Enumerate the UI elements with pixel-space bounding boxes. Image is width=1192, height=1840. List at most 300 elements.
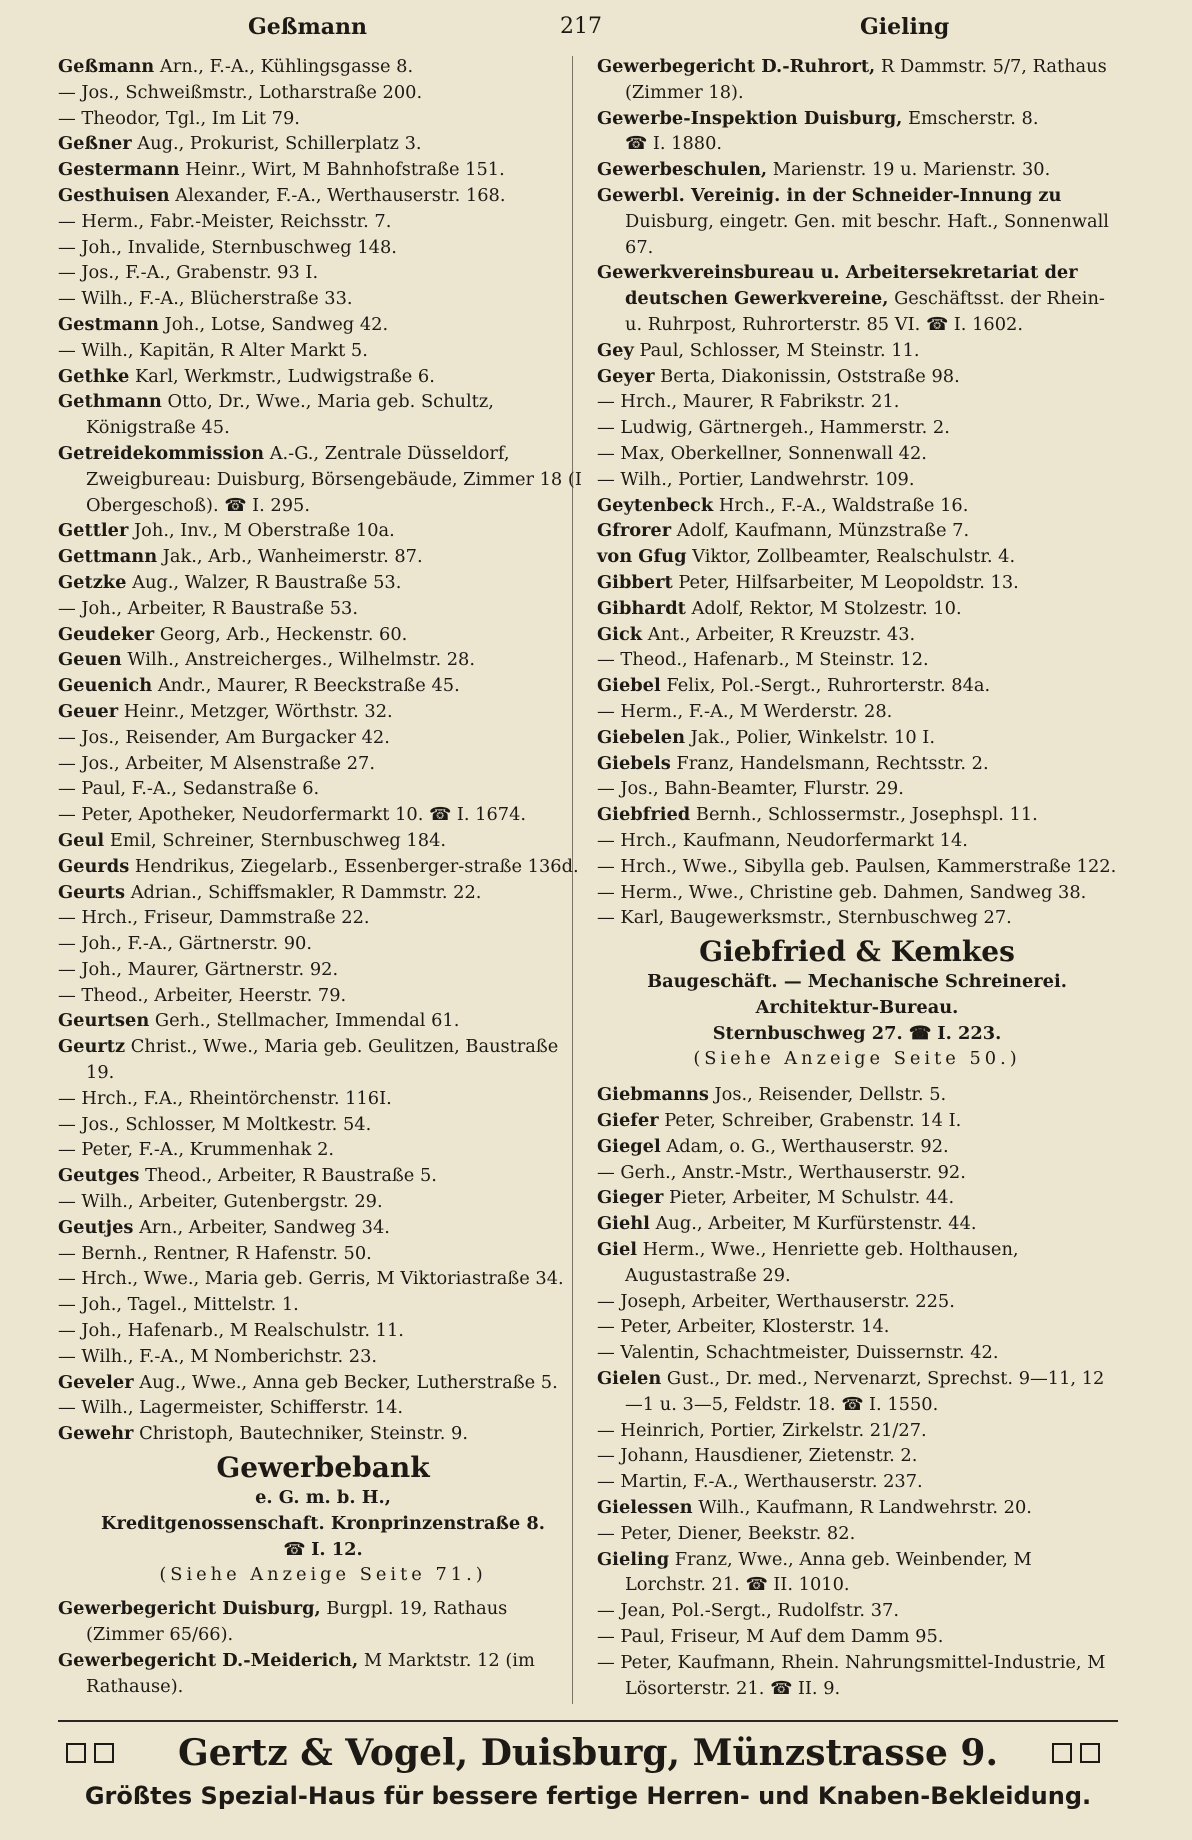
page-header: [60, 10, 1110, 44]
entry-details: Jak., Polier, Winkelstr. 10 I.: [690, 726, 935, 748]
entry-phone: [836, 1394, 939, 1415]
entry-name: Geßmann: [58, 56, 155, 77]
left-column: [58, 54, 588, 1699]
directory-entry: [597, 338, 1117, 364]
entry-details: Otto, Dr., Wwe., Maria geb. Schultz, Königstraße 45.: [86, 391, 494, 439]
directory-entry: [58, 286, 588, 312]
entry-details: — Theod., Hafenarb., M Steinstr. 12.: [597, 649, 929, 671]
directory-entry: [58, 1241, 588, 1267]
entry-details: — Valentin, Schachtmeister, Duissernstr. 42.: [597, 1342, 999, 1364]
directory-entry: [597, 415, 1117, 441]
phone-number: I. 1880.: [652, 133, 723, 155]
entry-details: Burgpl. 19, Rathaus (Zimmer 65/66).: [86, 1598, 508, 1646]
entry-details: R Dammstr. 5/7, Rathaus (Zimmer 18).: [625, 56, 1107, 103]
directory-entry: [58, 647, 588, 673]
directory-entry: [597, 1185, 1117, 1211]
entry-details: — Wilh., Arbeiter, Gutenbergstr. 29.: [58, 1191, 383, 1213]
entry-name: Gewerbeschulen,: [597, 159, 768, 181]
directory-entry: [58, 1395, 588, 1421]
directory-entry: [597, 802, 1117, 828]
giebfried-ad-address-row: [597, 1021, 1117, 1047]
entry-details: — Karl, Baugewerksmstr., Sternbuschweg 27.: [597, 907, 1012, 929]
telephone-receiver-icon: ☎: [423, 804, 457, 826]
entry-name: Gielessen: [597, 1497, 693, 1519]
entry-details: Bernh., Schlossermstr., Josephspl. 11.: [695, 804, 1038, 826]
entry-name: Gestmann: [58, 313, 159, 335]
gewerbebank-phone: I. 12.: [311, 1538, 363, 1560]
right-entry-list-after: [597, 1082, 1117, 1701]
directory-entry: [58, 751, 588, 777]
entry-details: Aug., Wwe., Anna geb Becker, Lutherstraße 5.: [139, 1371, 558, 1393]
directory-entry: [597, 518, 1117, 544]
entry-name: Geurts: [58, 881, 126, 903]
giebfried-ad-phone: I. 223.: [937, 1022, 1002, 1044]
giebfried-ad-line2: Architektur-Bureau.: [755, 996, 959, 1018]
directory-entry: [58, 312, 588, 338]
entry-details: Adolf, Rektor, M Stolzestr. 10.: [691, 597, 962, 619]
entry-details: — Johann, Hausdiener, Zietenstr. 2.: [597, 1445, 918, 1467]
entry-name: Gewerkvereinsbureau u. Arbeitersekretariat der deutschen Gewerkvereine,: [597, 262, 1078, 310]
telephone-receiver-icon: ☎: [283, 1538, 306, 1560]
entry-name: Gewehr: [58, 1423, 134, 1445]
entry-name: Geurds: [58, 855, 130, 877]
square-ornament-icon: [1048, 1742, 1104, 1763]
directory-entry: [597, 1108, 1117, 1134]
directory-entry: [58, 725, 588, 751]
left-entry-list: [58, 54, 588, 1447]
entry-name: Gewerbegericht Duisburg,: [58, 1598, 321, 1620]
header-right-keyword: Gieling: [860, 14, 950, 40]
entry-details: — Herm., Fabr.-Meister, Reichsstr. 7.: [58, 210, 392, 232]
gewerbebank-line1: e. G. m. b. H.,: [255, 1487, 391, 1509]
telephone-receiver-icon: ☎: [835, 1393, 870, 1415]
entry-details: Joh., Inv., M Oberstraße 10a.: [134, 520, 395, 542]
entry-details: — Herm., F.-A., M Werderstr. 28.: [597, 700, 893, 722]
entry-details: Gerh., Stellmacher, Immendal 61.: [154, 1010, 460, 1032]
entry-name: Gey: [597, 339, 634, 361]
entry-details: Arn., Arbeiter, Sandweg 34.: [139, 1216, 390, 1238]
entry-details: — Gerh., Anstr.-Mstr., Werthauserstr. 92.: [597, 1161, 966, 1183]
phone-number: II. 9.: [797, 1677, 841, 1699]
directory-entry: [58, 80, 588, 106]
entry-details: — Jos., F.-A., Grabenstr. 93 I.: [58, 262, 319, 284]
directory-entry: [597, 828, 1117, 854]
entry-details: — Jos., Schlosser, M Moltkestr. 54.: [58, 1113, 372, 1135]
entry-phone: [219, 495, 310, 516]
entry-details: Peter, Hilfsarbeiter, M Leopoldstr. 13.: [678, 571, 1019, 593]
directory-entry: [597, 1340, 1117, 1366]
phone-number: I. 295.: [252, 494, 310, 516]
entry-details: Berta, Diakonissin, Oststraße 98.: [660, 365, 960, 387]
entry-details: — Hrch., F.A., Rheintörchenstr. 116I.: [58, 1087, 392, 1109]
entry-details: — Heinrich, Portier, Zirkelstr. 21/27.: [597, 1419, 927, 1441]
entry-phone: [764, 1678, 840, 1699]
entry-name: Gettmann: [58, 546, 158, 568]
directory-entry: [597, 725, 1117, 751]
entry-name: Geuenich: [58, 675, 153, 697]
directory-entry: [597, 1624, 1117, 1650]
directory-entry: [58, 54, 588, 80]
directory-entry: [597, 596, 1117, 622]
directory-entry: [597, 183, 1117, 260]
entry-details: — Hrch., Kaufmann, Neudorfermarkt 14.: [597, 829, 968, 851]
directory-entry: [597, 1547, 1117, 1599]
directory-entry: [58, 157, 588, 183]
entry-details: — Martin, F.-A., Werthauserstr. 237.: [597, 1471, 923, 1493]
giebfried-ad-title: Giebfried & Kemkes: [699, 935, 1015, 969]
directory-entry: [597, 622, 1117, 648]
entry-name: Getreidekommission: [58, 442, 265, 464]
entry-phone: [740, 1574, 850, 1595]
directory-entry: [58, 1086, 588, 1112]
entry-details: — Peter, Arbeiter, Klosterstr. 14.: [597, 1316, 890, 1338]
directory-entry: [58, 854, 588, 880]
entry-details: Felix, Pol.-Sergt., Ruhrorterstr. 84a.: [666, 675, 991, 697]
entry-details: Adam, o. G., Werthauserstr. 92.: [666, 1135, 949, 1157]
entry-name: Gettler: [58, 520, 129, 542]
directory-entry: [597, 905, 1117, 931]
directory-entry: [58, 1266, 588, 1292]
directory-entry: [58, 699, 588, 725]
entry-details: — Joh., Hafenarb., M Realschulstr. 11.: [58, 1320, 404, 1342]
entry-name: Geurtz: [58, 1036, 126, 1058]
entry-details: — Jos., Schweißmstr., Lotharstraße 200.: [58, 81, 423, 103]
directory-entry: [597, 1521, 1117, 1547]
directory-entry: [58, 364, 588, 390]
entry-name: Gewerbe-Inspektion Duisburg,: [597, 107, 903, 129]
directory-entry: [58, 106, 588, 132]
entry-details: Jak., Arb., Wanheimerstr. 87.: [162, 546, 423, 568]
entry-details: A.-G., Zentrale Düsseldorf, Zweigbureau: Duisburg, Börsengebäude, Zimmer 18 (I Obergeschoß).: [86, 442, 582, 516]
directory-entry: [58, 1189, 588, 1215]
directory-entry: [58, 905, 588, 931]
directory-entry: [58, 622, 588, 648]
entry-name: Giebelen: [597, 726, 685, 748]
entry-name: Geyer: [597, 365, 655, 387]
entry-details: — Peter, Kaufmann, Rhein. Nahrungsmittel-Industrie, M Lösorterstr. 21.: [597, 1651, 1106, 1699]
entry-details: — Ludwig, Gärtnergeh., Hammerstr. 2.: [597, 417, 950, 439]
entry-details: Marienstr. 19 u. Marienstr. 30.: [772, 159, 1051, 181]
phone-number: I. 1674.: [456, 804, 527, 826]
entry-details: — Peter, F.-A., Krummenhak 2.: [58, 1139, 335, 1161]
entry-details: Georg, Arb., Heckenstr. 60.: [159, 623, 408, 645]
entry-name: Geul: [58, 829, 105, 851]
directory-entry: [58, 931, 588, 957]
phone-number: II. 1010.: [773, 1574, 850, 1596]
directory-entry: [597, 1211, 1117, 1237]
entry-details: Andr., Maurer, R Beeckstraße 45.: [157, 675, 460, 697]
directory-entry: [58, 1292, 588, 1318]
telephone-receiver-icon: ☎: [908, 1022, 932, 1044]
entry-details: — Peter, Diener, Beekstr. 82.: [597, 1522, 856, 1544]
entry-details: Karl, Werkmstr., Ludwigstraße 6.: [134, 365, 435, 387]
entry-name: Geßner: [58, 133, 132, 155]
entry-details: Adolf, Kaufmann, Münzstraße 7.: [676, 520, 970, 542]
entry-details: — Paul, Friseur, M Auf dem Damm 95.: [597, 1626, 944, 1648]
entry-name: Gibbert: [597, 571, 673, 593]
entry-details: — Joh., F.-A., Gärtnerstr. 90.: [58, 933, 313, 955]
phone-number: I. 1602.: [953, 313, 1023, 335]
entry-name: Giebfried: [597, 804, 691, 826]
entry-details: Alexander, F.-A., Werthauserstr. 168.: [175, 184, 506, 206]
directory-entry: [58, 183, 588, 209]
entry-details: Heinr., Metzger, Wörthstr. 32.: [123, 700, 393, 722]
entry-details: — Jos., Reisender, Am Burgacker 42.: [58, 726, 390, 748]
entry-phone: [625, 133, 722, 154]
footer-slogan-line: Größtes Spezial-Haus für bessere fertige Herren- und Knaben-Bekleidung.: [84, 1782, 1092, 1810]
directory-entry: [597, 647, 1117, 673]
directory-entry: [58, 1344, 588, 1370]
directory-entry: [58, 1215, 588, 1241]
gewerbebank-reference: (Siehe Anzeige Seite 71.): [159, 1564, 487, 1586]
directory-entry: [58, 673, 588, 699]
entry-details: Herm., Wwe., Henriette geb. Holthausen, Augustastraße 29.: [625, 1239, 1019, 1286]
entry-details: Arn., F.-A., Kühlingsgasse 8.: [159, 56, 414, 77]
telephone-receiver-icon: ☎: [625, 133, 653, 155]
entry-name: Geutjes: [58, 1216, 134, 1238]
entry-name: Geurtsen: [58, 1010, 150, 1032]
entry-details: Heinr., Wirt, M Bahnhofstraße 151.: [185, 159, 505, 181]
directory-entry: [58, 235, 588, 261]
directory-entry: [58, 131, 588, 157]
directory-entry: [597, 544, 1117, 570]
entry-name: Gfrorer: [597, 520, 672, 542]
telephone-receiver-icon: ☎: [218, 494, 253, 516]
entry-details: — Joh., Tagel., Mittelstr. 1.: [58, 1294, 299, 1316]
page-number: 217: [560, 14, 602, 39]
giebfried-ad-reference: (Siehe Anzeige Seite 50.): [693, 1048, 1021, 1070]
directory-entry: [597, 1495, 1117, 1521]
entry-details: Emil, Schreiner, Sternbuschweg 184.: [109, 829, 447, 851]
entry-details: Franz, Wwe., Anna geb. Weinbender, M Lorchstr. 21.: [625, 1548, 1032, 1596]
entry-details: Joh., Lotse, Sandweg 42.: [164, 313, 389, 335]
entry-details: Viktor, Zollbeamter, Realschulstr. 4.: [692, 546, 1016, 568]
directory-entry: [58, 776, 588, 802]
entry-details: — Herm., Wwe., Christine geb. Dahmen, Sandweg 38.: [597, 881, 1087, 903]
directory-entry: [58, 1137, 588, 1163]
entry-details: — Joh., Maurer, Gärtnerstr. 92.: [58, 958, 339, 980]
directory-entry: [597, 1237, 1117, 1289]
directory-entry: [58, 338, 588, 364]
entry-details: Hendrikus, Ziegelarb., Essenberger-straße 136d.: [134, 855, 579, 877]
entry-details: — Max, Oberkellner, Sonnenwall 42.: [597, 442, 927, 464]
directory-entry: [58, 957, 588, 983]
giebfried-ad-address: Sternbuschweg 27.: [712, 1022, 903, 1044]
entry-details: Pieter, Arbeiter, M Schulstr. 44.: [669, 1187, 955, 1209]
entry-details: — Hrch., Friseur, Dammstraße 22.: [58, 907, 370, 929]
entry-details: — Wilh., Portier, Landwehrstr. 109.: [597, 468, 915, 490]
gewerbebank-ad: [58, 1451, 588, 1588]
directory-entry: [597, 157, 1117, 183]
directory-entry: [597, 54, 1117, 106]
telephone-receiver-icon: ☎: [764, 1677, 798, 1699]
directory-entry: [597, 776, 1117, 802]
directory-entry: [597, 106, 1117, 158]
entry-name: Gielen: [597, 1368, 662, 1390]
entry-name: Getzke: [58, 571, 127, 593]
entry-details: Christ., Wwe., Maria geb. Geulitzen, Baustraße 19.: [86, 1036, 559, 1084]
entry-details: — Wilh., Lagermeister, Schifferstr. 14.: [58, 1397, 404, 1419]
entry-details: — Joh., Arbeiter, R Baustraße 53.: [58, 597, 358, 619]
entry-name: Gieger: [597, 1187, 664, 1209]
directory-entry: [597, 1160, 1117, 1186]
entry-name: Gick: [597, 623, 643, 645]
giebfried-ad-line1: Baugeschäft. — Mechanische Schreinerei.: [647, 971, 1067, 993]
entry-details: Gust., Dr. med., Nervenarzt, Sprechst. 9—11, 12—1 u. 3—5, Feldstr. 18.: [625, 1368, 1105, 1415]
entry-details: Paul, Schlosser, M Steinstr. 11.: [639, 339, 920, 361]
left-entry-list-after: [58, 1596, 588, 1699]
entry-details: Hrch., F.-A., Waldstraße 16.: [718, 494, 969, 516]
directory-entry: [597, 854, 1117, 880]
directory-entry: [58, 1648, 588, 1700]
footer-advertisement: [58, 1720, 1128, 1830]
directory-entry: [58, 1596, 588, 1648]
directory-entry: [58, 389, 588, 441]
entry-name: Giel: [597, 1239, 638, 1261]
entry-details: Jos., Reisender, Dellstr. 5.: [714, 1084, 947, 1106]
entry-phone: [920, 314, 1023, 335]
directory-entry: [58, 983, 588, 1009]
directory-entry: [58, 1008, 588, 1034]
entry-name: Gestermann: [58, 159, 180, 181]
entry-details: Aug., Walzer, R Baustraße 53.: [132, 571, 402, 593]
entry-details: — Peter, Apotheker, Neudorfermarkt 10.: [58, 804, 424, 826]
directory-entry: [58, 1112, 588, 1138]
entry-details: — Jean, Pol.-Sergt., Rudolfstr. 37.: [597, 1600, 900, 1622]
directory-entry: [597, 673, 1117, 699]
entry-name: Geuer: [58, 700, 119, 722]
entry-details: Peter, Schreiber, Grabenstr. 14 I.: [664, 1110, 962, 1132]
entry-details: — Hrch., Wwe., Maria geb. Gerris, M Viktoriastraße 34.: [58, 1268, 564, 1290]
directory-entry: [58, 518, 588, 544]
entry-name: Geveler: [58, 1371, 134, 1393]
directory-entry: [597, 260, 1117, 337]
entry-details: — Joseph, Arbeiter, Werthauserstr. 225.: [597, 1290, 955, 1312]
directory-entry: [597, 1366, 1117, 1418]
directory-entry: [597, 1443, 1117, 1469]
directory-entry: [597, 1598, 1117, 1624]
directory-entry: [597, 364, 1117, 390]
entry-name: Giebmanns: [597, 1084, 709, 1106]
entry-details: — Jos., Arbeiter, M Alsenstraße 27.: [58, 752, 375, 774]
gewerbebank-phone-row: [58, 1537, 588, 1563]
entry-name: von Gfug: [597, 546, 687, 568]
directory-entry: [597, 1082, 1117, 1108]
directory-entry: [58, 802, 588, 828]
directory-entry: [58, 880, 588, 906]
directory-entry: [597, 570, 1117, 596]
entry-name: Gewerbegericht D.-Ruhrort,: [597, 56, 876, 77]
entry-details: Wilh., Kaufmann, R Landwehrstr. 20.: [698, 1497, 1032, 1519]
gewerbebank-title: Gewerbebank: [216, 1451, 430, 1485]
entry-details: — Theod., Arbeiter, Heerstr. 79.: [58, 984, 347, 1006]
entry-details: — Joh., Invalide, Sternbuschweg 148.: [58, 236, 397, 258]
entry-name: Giehl: [597, 1213, 650, 1235]
directory-entry: [58, 1163, 588, 1189]
directory-entry: [58, 441, 588, 518]
entry-name: Gieling: [597, 1548, 670, 1570]
entry-name: Geudeker: [58, 623, 155, 645]
directory-entry: [597, 699, 1117, 725]
entry-name: Giegel: [597, 1135, 661, 1157]
entry-name: Giebels: [597, 752, 671, 774]
directory-entry: [597, 493, 1117, 519]
directory-entry: [597, 1134, 1117, 1160]
entry-details: — Wilh., F.-A., M Nomberichstr. 23.: [58, 1345, 378, 1367]
entry-name: Giebel: [597, 675, 661, 697]
directory-entry: [597, 1469, 1117, 1495]
directory-entry: [597, 389, 1117, 415]
directory-entry: [58, 570, 588, 596]
right-entry-list: [597, 54, 1117, 931]
entry-details: — Jos., Bahn-Beamter, Flurstr. 29.: [597, 778, 904, 800]
footer-company-line: Gertz & Vogel, Duisburg, Münzstrasse 9.: [178, 1732, 998, 1774]
directory-entry: [597, 880, 1117, 906]
entry-name: Giefer: [597, 1110, 659, 1132]
entry-name: Geutges: [58, 1165, 140, 1187]
entry-name: Gibhardt: [597, 597, 686, 619]
giebfried-kemkes-ad: [597, 935, 1117, 1072]
entry-name: Geytenbeck: [597, 494, 714, 516]
entry-details: Duisburg, eingetr. Gen. mit beschr. Haft., Sonnenwall 67.: [625, 210, 1109, 258]
directory-entry: [597, 1650, 1117, 1702]
directory-entry: [597, 467, 1117, 493]
directory-entry: [58, 596, 588, 622]
entry-details: Theod., Arbeiter, R Baustraße 5.: [145, 1165, 437, 1187]
directory-entry: [597, 441, 1117, 467]
directory-entry: [58, 1421, 588, 1447]
entry-name: Gethke: [58, 365, 130, 387]
entry-details: Geschäftsst. der Rhein- u. Ruhrpost, Ruhrorterstr. 85 VI.: [625, 288, 1105, 335]
entry-details: — Wilh., F.-A., Blücherstraße 33.: [58, 288, 353, 310]
entry-details: — Hrch., Maurer, R Fabrikstr. 21.: [597, 391, 900, 413]
entry-details: Adrian., Schiffsmakler, R Dammstr. 22.: [130, 881, 482, 903]
directory-entry: [597, 751, 1117, 777]
entry-name: Gethmann: [58, 391, 162, 413]
entry-details: Wilh., Anstreicherges., Wilhelmstr. 28.: [127, 649, 476, 671]
entry-details: Christoph, Bautechniker, Steinstr. 9.: [139, 1423, 468, 1445]
directory-entry: [58, 209, 588, 235]
entry-name: Gewerbl. Vereinig. in der Schneider-Innung zu: [597, 184, 1062, 206]
entry-details: Aug., Prokurist, Schillerplatz 3.: [137, 133, 422, 155]
directory-entry: [597, 1289, 1117, 1315]
entry-details: — Hrch., Wwe., Sibylla geb. Paulsen, Kammerstraße 122.: [597, 855, 1117, 877]
directory-entry: [58, 1370, 588, 1396]
directory-entry: [58, 544, 588, 570]
entry-details: — Theodor, Tgl., Im Lit 79.: [58, 107, 300, 129]
directory-entry: [58, 1034, 588, 1086]
phone-number: I. 1550.: [869, 1393, 939, 1415]
entry-details: Emscherstr. 8.: [908, 107, 1039, 129]
entry-name: Gewerbegericht D.-Meiderich,: [58, 1649, 359, 1671]
gewerbebank-line2: Kreditgenossenschaft. Kronprinzenstraße 8.: [101, 1512, 545, 1534]
entry-details: Ant., Arbeiter, R Kreuzstr. 43.: [647, 623, 916, 645]
entry-name: Gesthuisen: [58, 184, 170, 206]
entry-name: Geuen: [58, 649, 122, 671]
directory-entry: [58, 260, 588, 286]
entry-details: Franz, Handelsmann, Rechtsstr. 2.: [676, 752, 989, 774]
entry-details: Aug., Arbeiter, M Kurfürstenstr. 44.: [655, 1213, 977, 1235]
entry-details: M Marktstr. 12 (im Rathause).: [86, 1649, 535, 1697]
directory-entry: [58, 1318, 588, 1344]
footer-rule: [58, 1720, 1118, 1722]
right-column: [597, 54, 1117, 1701]
directory-entry: [597, 1314, 1117, 1340]
directory-entry: [58, 828, 588, 854]
telephone-receiver-icon: ☎: [920, 313, 954, 335]
entry-phone: [423, 804, 526, 825]
entry-details: — Wilh., Kapitän, R Alter Markt 5.: [58, 339, 368, 361]
